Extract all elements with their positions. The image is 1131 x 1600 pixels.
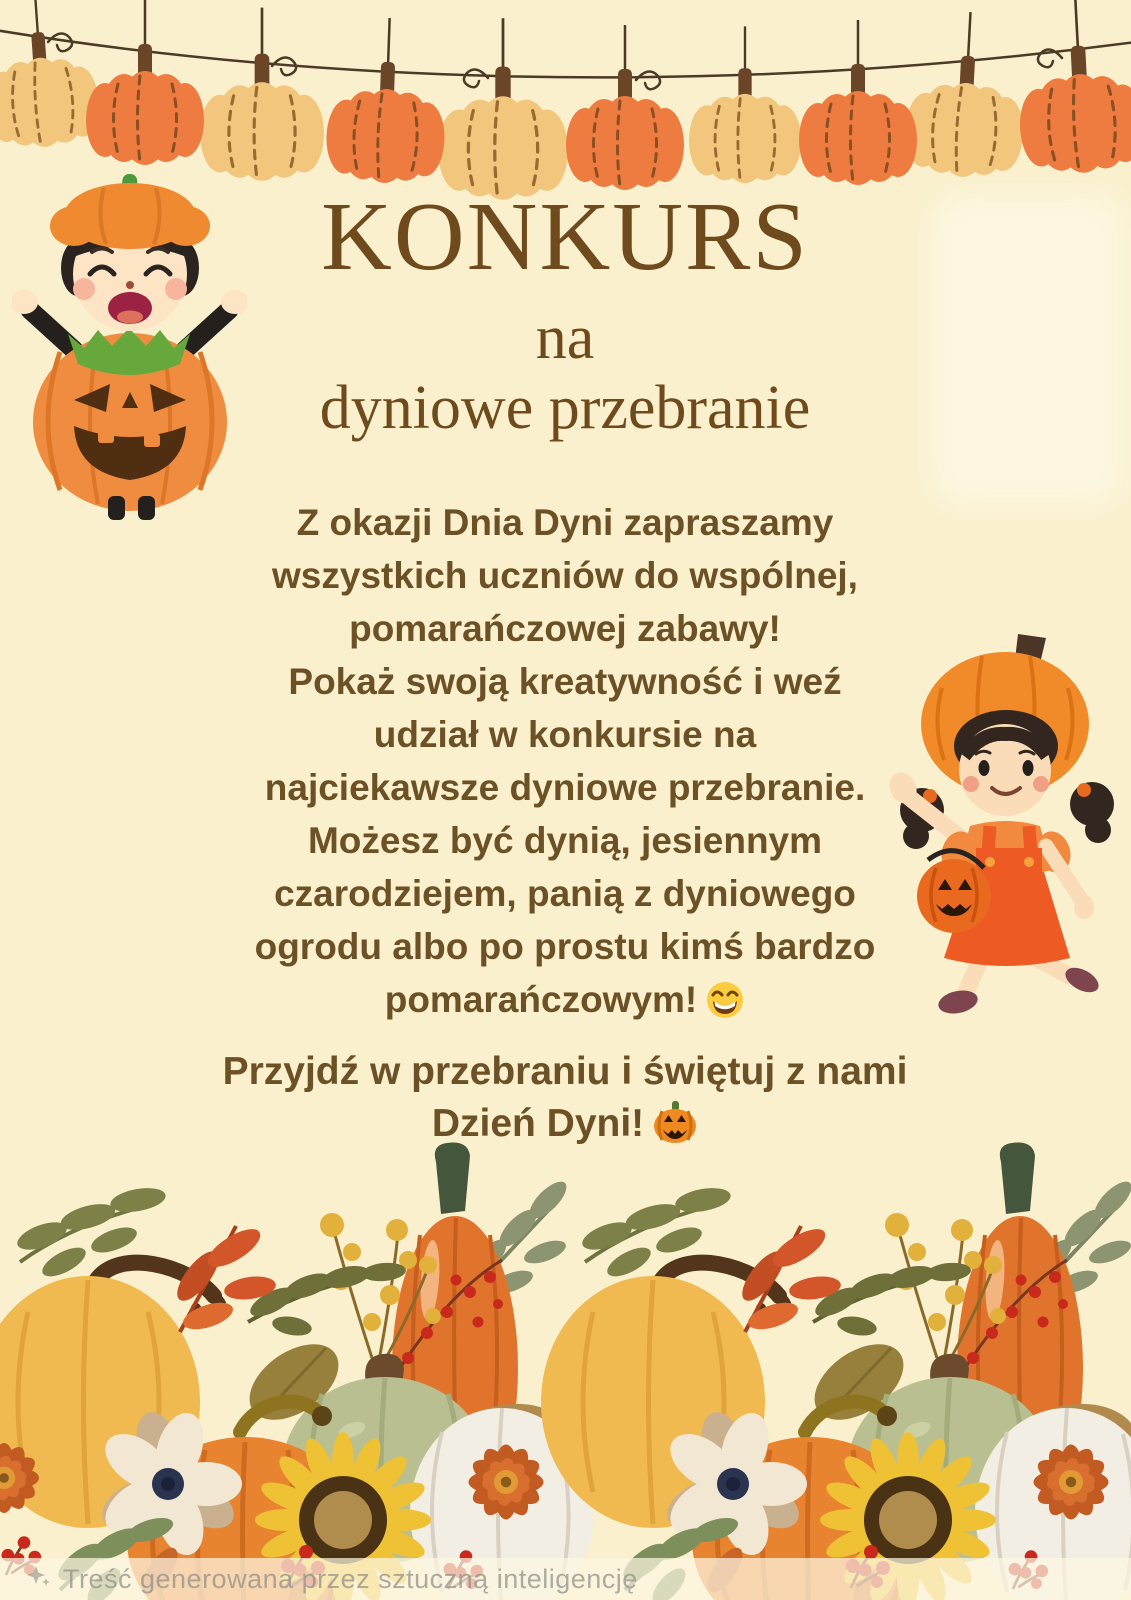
intro-line: czarodziejem, panią z dyniowego [274, 873, 856, 914]
invitation-line: Przyjdź w przebraniu i świętuj z nami [222, 1050, 908, 1093]
grinning-face-emoji-icon [705, 980, 745, 1034]
intro-line: pomarańczowej zabawy! [349, 608, 781, 649]
invitation-line-text: Dzień Dyni! [431, 1102, 645, 1145]
title-block [40, 183, 1090, 442]
intro-line: Pokaż swoją kreatywność i weź [288, 661, 842, 702]
poster-title: KONKURS [321, 183, 809, 291]
intro-line: najciekawsze dyniowe przebranie. [264, 767, 866, 808]
intro-line-text: pomarańczowym! [384, 979, 698, 1020]
intro-line: udział w konkursie na [373, 714, 757, 755]
ai-watermark-text: Treść generowana przez sztuczną inteligencję [63, 1563, 638, 1594]
intro-line: ogrodu albo po prostu kimś bardzo [254, 926, 876, 967]
poster-title-line2: na [535, 304, 595, 372]
intro-line: Z okazji Dnia Dyni zapraszamy [296, 502, 834, 543]
girl-in-pumpkin-costume-illustration [872, 628, 1122, 1018]
intro-line: Możesz być dynią, jesiennym [307, 820, 823, 861]
sparkle-icon [26, 1564, 52, 1595]
intro-line: wszystkich uczniów do wspólnej, [272, 555, 858, 596]
ai-watermark-bar [0, 1558, 1131, 1600]
autumn-harvest-border-illustration [0, 1130, 1131, 1600]
poster-title-line3: dyniowe przebranie [319, 374, 811, 442]
